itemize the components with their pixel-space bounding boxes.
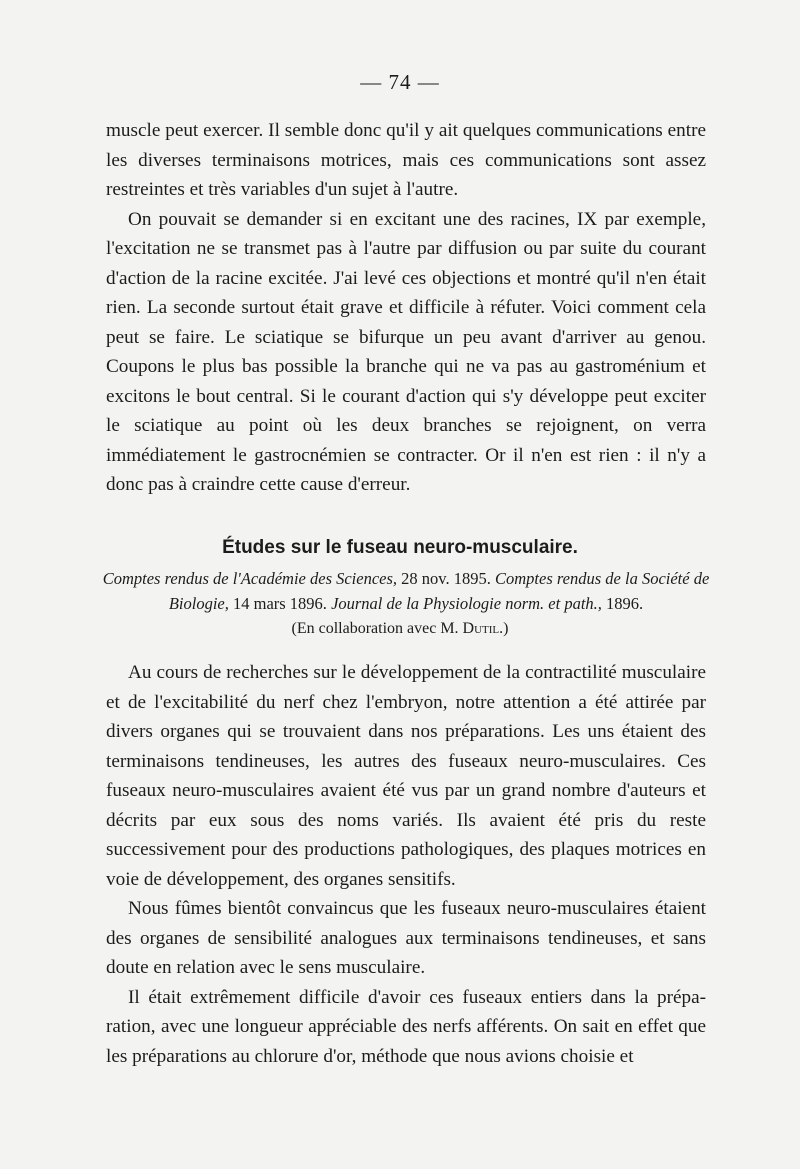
bottom-text-block [106,658,706,1071]
top-text-block [106,116,706,500]
paragraph-continuation: muscle peut exercer. Il semble donc qu'il y ait quelques communications entre les diverses terminaisons motrices, mais ces communications sont assez restreintes et très variables d'un sujet à l'autre. [106,120,706,200]
page-number: — 74 — [360,70,440,94]
collaboration-prefix: (En collaboration avec M. [291,620,463,637]
collaboration-suffix: .) [499,620,509,637]
paragraph-development: Au cours de recherches sur le développement de la contractilité musculaire et de l'excitabilité du nerf chez l'embryon, notre attention a été attirée par divers organes qui se trouvaient dans nos préparations. Les uns étaient des terminaisons tendineuses, les autres des fuseaux neuro-musculaires. Ces fuseaux neuro-musculaires avaient été vus par un grand nombre d'auteurs et décrits par eux sous des noms variés. Ils avaient été pris du reste successivement pour des productions pathologiques, des plaques motrices en voie de développement, des organes sensitifs. [106,662,706,890]
citation-date-2: 14 mars 1896. [228,594,332,613]
collaborator-name: Dutil [462,620,500,637]
collaboration-note [0,620,800,638]
citation-journal: Journal de la Physiologie norm. et path., [331,594,602,613]
citation-biologie: Comptes rendus de la Société de Biologie, [168,569,710,613]
citation-academie: Comptes rendus de l'Académie des Sciences, [102,569,398,588]
paragraph-conviction: Nous fûmes bientôt convaincus que les fuseaux neuro-musculaires étaient des organes de sensibilité analogues aux terminaisons tendineuses, et sans doute en relation avec le sens musculaire. [106,898,706,978]
paragraph-objections: On pouvait se demander si en excitant une des racines, IX par exemple, l'excitation ne se transmet pas à l'autre par diffusion ou par suite du courant d'action de la racine excitée. J'ai levé ces objections et montré qu'il n'en était rien. La seconde surtout était grave et difficile à réfuter. Voici comment cela peut se faire. Le sciatique se bifurque un peu avant d'arriver au genou. Coupons le plus bas possible la branche qui ne va pas au gastroménium et excitons le bout central. Si le courant d'action qui s'y développe peut exciter le sciatique au point où les deux branches se rejoignent, on verra immédiatement le gastrocnémien se contracter. Or il n'en est rien : il n'y a donc pas à craindre cette cause d'erreur. [106,208,706,495]
section-title: Études sur le fuseau neuro-musculaire. [222,537,578,558]
citation-date-1: 28 nov. 1895. [397,569,495,588]
citation-date-3: 1896. [601,594,644,613]
section-citation [100,566,712,616]
paragraph-difficulty: Il était extrêmement difficile d'avoir ces fuseaux entiers dans la préparation, avec une longueur appréciable des nerfs afférents. On sait en effet que les préparations au chlorure d'or, méthode que nous avions choisie et [106,986,706,1067]
